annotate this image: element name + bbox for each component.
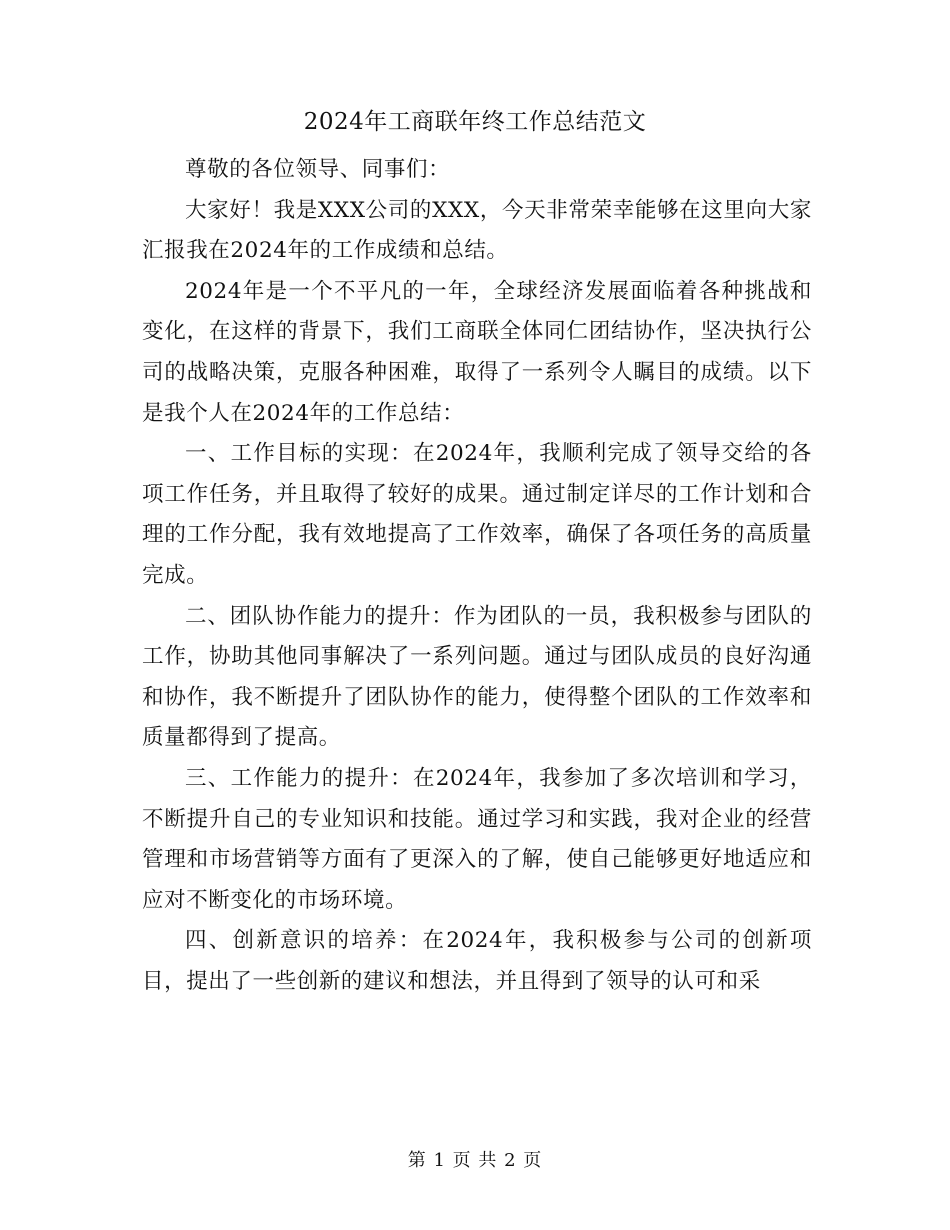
paragraph-greeting: 大家好！我是XXX公司的XXX，今天非常荣幸能够在这里向大家汇报我在2024年的工作成绩和总结。 — [142, 197, 812, 264]
page-number-footer: 第 1 页 共 2 页 — [407, 1150, 543, 1171]
paragraph-goals: 一、工作目标的实现：在2024年，我顺利完成了领导交给的各项工作任务，并且取得了较好的成果。通过制定详尽的工作计划和合理的工作分配，我有效地提高了工作效率，确保了各项任务的高质量完成。 — [142, 441, 812, 588]
paragraph-teamwork: 二、团队协作能力的提升：作为团队的一员，我积极参与团队的工作，协助其他同事解决了一系列问题。通过与团队成员的良好沟通和协作，我不断提升了团队协作的能力，使得整个团队的工作效率和质量都得到了提高。 — [142, 603, 812, 751]
document-title: 2024年工商联年终工作总结范文 — [303, 109, 647, 135]
paragraph-overview: 2024年是一个不平凡的一年，全球经济发展面临着各种挑战和变化，在这样的背景下，我们工商联全体同仁团结协作，坚决执行公司的战略决策，克服各种困难，取得了一系列令人瞩目的成绩。以下是我个人在2024年的工作总结： — [142, 278, 812, 426]
document-body — [142, 150, 812, 1002]
paragraph-skills: 三、工作能力的提升：在2024年，我参加了多次培训和学习，不断提升自己的专业知识和技能。通过学习和实践，我对企业的经营管理和市场营销等方面有了更深入的了解，使自己能够更好地适应和应对不断变化的市场环境。 — [142, 765, 812, 913]
paragraph-innovation: 四、创新意识的培养：在2024年，我积极参与公司的创新项目，提出了一些创新的建议和想法，并且得到了领导的认可和采 — [142, 928, 812, 994]
salutation: 尊敬的各位领导、同事们： — [185, 157, 451, 182]
